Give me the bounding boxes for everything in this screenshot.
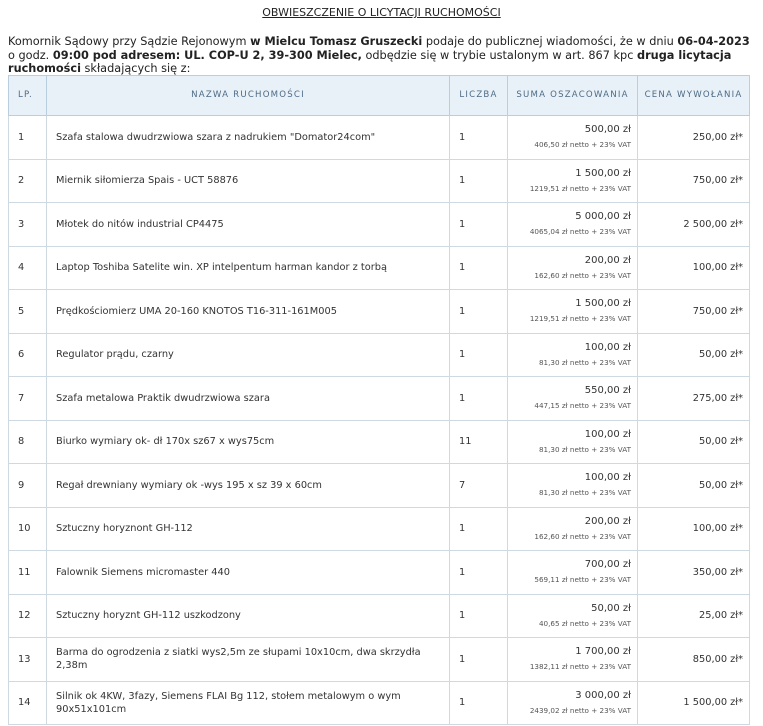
header-sum: SUMA OSZACOWANIA [508,76,638,116]
sum-net: 2439,02 zł netto + 23% VAT [529,705,631,715]
cell-lp: 5 [9,290,47,334]
cell-sum [508,116,638,160]
sum-net: 4065,04 zł netto + 23% VAT [529,227,631,237]
intro-auction-type: druga licytacja ruchomości [8,48,732,75]
cell-price: 50,00 zł* [638,420,750,464]
intro-text-4: odbędzie się w trybie ustalonym w art. 867 kpc [361,48,638,62]
sum-net: 81,30 zł netto + 23% VAT [538,444,631,454]
intro-date: 06-04-2023 [677,35,750,48]
cell-sum [508,507,638,551]
table-row [9,377,750,421]
table-row [9,116,750,160]
cell-name: Szafa stalowa dwudrzwiowa szara z nadrukiem "Domator24com" [47,116,450,160]
cell-qty: 1 [450,551,508,595]
table-row [9,420,750,464]
cell-lp: 3 [9,203,47,247]
cell-price: 100,00 zł* [638,246,750,290]
cell-name: Sztuczny horyznont GH-112 [47,507,450,551]
cell-price: 50,00 zł* [638,464,750,508]
cell-lp: 1 [9,116,47,160]
cell-name: Regał drewniany wymiary ok -wys 195 x sz 39 x 60cm [47,464,450,508]
table-row [9,551,750,595]
sum-net: 1219,51 zł netto + 23% VAT [529,314,631,324]
auction-items-table [8,75,750,725]
table-row [9,638,750,682]
header-lp: LP. [9,76,47,116]
cell-name: Biurko wymiary ok- dł 170x sz67 x wys75cm [47,420,450,464]
sum-net: 1219,51 zł netto + 23% VAT [529,183,631,193]
table-row [9,464,750,508]
table-row [9,333,750,377]
table-row [9,507,750,551]
page-title: OBWIESZCZENIE O LICYTACJI RUCHOMOŚCI [262,6,501,19]
sum-gross: 100,00 zł [584,341,631,353]
table-header-row [9,76,750,116]
sum-gross: 1 500,00 zł [575,167,631,179]
cell-lp: 6 [9,333,47,377]
cell-price: 250,00 zł* [638,116,750,160]
cell-sum [508,246,638,290]
cell-name: Sztuczny horyznt GH-112 uszkodzony [47,594,450,638]
sum-gross: 700,00 zł [584,559,631,571]
sum-net: 447,15 zł netto + 23% VAT [534,401,631,411]
cell-sum [508,290,638,334]
cell-price: 850,00 zł* [638,638,750,682]
cell-lp: 14 [9,681,47,725]
cell-qty: 1 [450,159,508,203]
cell-sum [508,638,638,682]
cell-sum [508,377,638,421]
cell-name: Regulator prądu, czarny [47,333,450,377]
cell-qty: 11 [450,420,508,464]
cell-qty: 1 [450,290,508,334]
sum-gross: 200,00 zł [584,254,631,266]
cell-qty: 1 [450,116,508,160]
cell-lp: 11 [9,551,47,595]
sum-gross: 3 000,00 zł [575,689,631,701]
cell-name: Laptop Toshiba Satelite win. XP intelpentum harman kandor z torbą [47,246,450,290]
cell-qty: 1 [450,203,508,247]
sum-gross: 50,00 zł [591,602,631,614]
cell-sum [508,420,638,464]
sum-gross: 5 000,00 zł [575,211,631,223]
table-row [9,681,750,725]
intro-bailiff: w Mielcu Tomasz Gruszecki [250,35,423,48]
cell-name: Młotek do nitów industrial CP4475 [47,203,450,247]
cell-name: Miernik siłomierza Spais - UCT 58876 [47,159,450,203]
intro-text-1: Komornik Sądowy przy Sądzie Rejonowym [8,35,251,48]
sum-net: 40,65 zł netto + 23% VAT [538,618,631,628]
cell-name: Falownik Siemens micromaster 440 [47,551,450,595]
cell-qty: 1 [450,333,508,377]
sum-gross: 1 500,00 zł [575,298,631,310]
cell-sum [508,681,638,725]
sum-gross: 100,00 zł [584,472,631,484]
cell-price: 25,00 zł* [638,594,750,638]
sum-net: 162,60 zł netto + 23% VAT [534,531,631,541]
cell-qty: 7 [450,464,508,508]
cell-lp: 7 [9,377,47,421]
intro-text-3: o godz. [8,48,53,62]
table-row [9,594,750,638]
cell-price: 750,00 zł* [638,159,750,203]
cell-lp: 12 [9,594,47,638]
cell-price: 1 500,00 zł* [638,681,750,725]
cell-lp: 2 [9,159,47,203]
cell-price: 50,00 zł* [638,333,750,377]
cell-qty: 1 [450,246,508,290]
sum-net: 81,30 zł netto + 23% VAT [538,488,631,498]
cell-sum [508,203,638,247]
table-row [9,203,750,247]
cell-name: Szafa metalowa Praktik dwudrzwiowa szara [47,377,450,421]
sum-gross: 500,00 zł [584,124,631,136]
intro-text-5: składających się z: [80,62,191,75]
cell-name: Barma do ogrodzenia z siatki wys2,5m ze słupami 10x10cm, dwa skrzydła 2,38m [47,638,450,682]
cell-lp: 10 [9,507,47,551]
cell-price: 2 500,00 zł* [638,203,750,247]
intro-paragraph [8,35,756,76]
table-row [9,159,750,203]
cell-price: 750,00 zł* [638,290,750,334]
cell-lp: 13 [9,638,47,682]
sum-gross: 200,00 zł [584,515,631,527]
cell-price: 350,00 zł* [638,551,750,595]
cell-qty: 1 [450,507,508,551]
intro-text-2: podaje do publicznej wiadomości, że w dniu [422,35,678,48]
header-name: NAZWA RUCHOMOŚCI [47,76,450,116]
table-row [9,290,750,334]
cell-qty: 1 [450,638,508,682]
cell-qty: 1 [450,681,508,725]
sum-net: 162,60 zł netto + 23% VAT [534,270,631,280]
header-qty: LICZBA [450,76,508,116]
cell-lp: 8 [9,420,47,464]
cell-sum [508,159,638,203]
cell-price: 100,00 zł* [638,507,750,551]
sum-net: 1382,11 zł netto + 23% VAT [529,662,631,672]
cell-qty: 1 [450,594,508,638]
cell-name: Prędkościomierz UMA 20-160 KNOTOS T16-311-161M005 [47,290,450,334]
intro-time-address: 09:00 pod adresem: UL. COP-U 2, 39-300 Mielec, [52,48,362,62]
sum-gross: 1 700,00 zł [575,646,631,658]
sum-gross: 100,00 zł [584,428,631,440]
header-price: CENA WYWOŁANIA [638,76,750,116]
cell-lp: 9 [9,464,47,508]
sum-net: 81,30 zł netto + 23% VAT [538,357,631,367]
table-row [9,246,750,290]
cell-sum [508,464,638,508]
cell-lp: 4 [9,246,47,290]
cell-name: Silnik ok 4KW, 3fazy, Siemens FLAI Bg 112, stołem metalowym o wym 90x51x101cm [47,681,450,725]
cell-sum [508,333,638,377]
sum-net: 406,50 zł netto + 23% VAT [534,140,631,150]
sum-net: 569,11 zł netto + 23% VAT [534,575,631,585]
cell-sum [508,551,638,595]
cell-price: 275,00 zł* [638,377,750,421]
sum-gross: 550,00 zł [584,385,631,397]
cell-sum [508,594,638,638]
cell-qty: 1 [450,377,508,421]
